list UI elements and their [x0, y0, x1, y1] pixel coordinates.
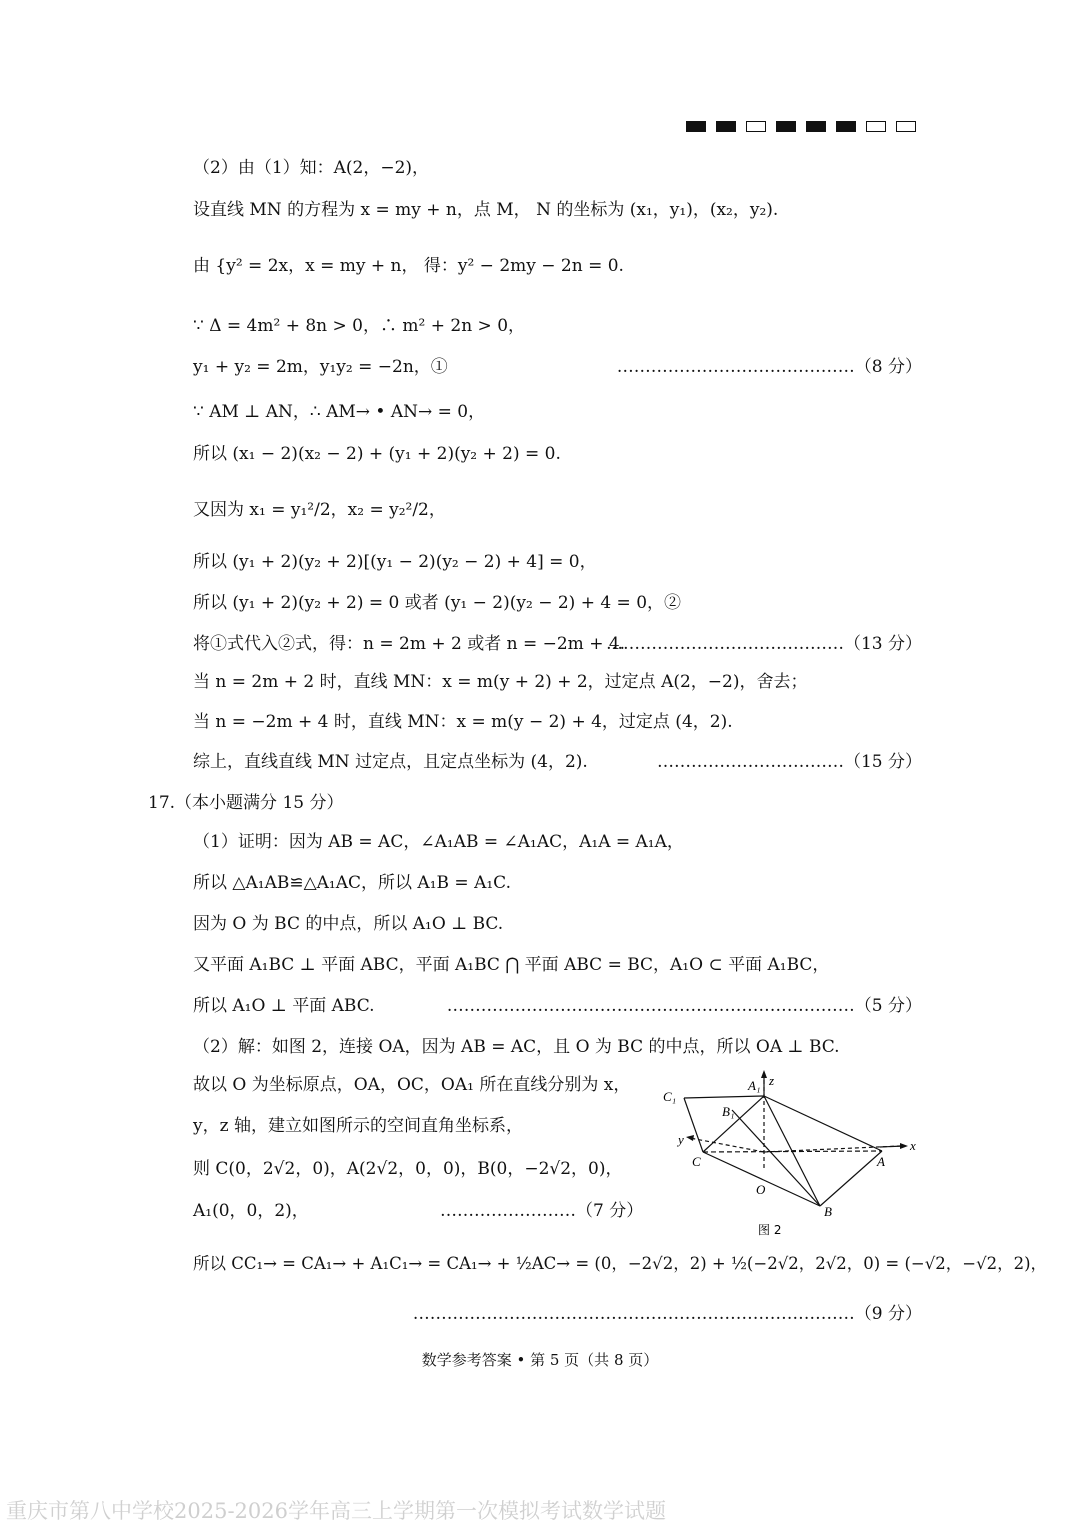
edge-c-b — [703, 1152, 820, 1206]
solution-line: 当 n = 2m + 2 时，直线 MN：x = m(y + 2) + 2，过定点 A(2，−2)，舍去； — [193, 672, 808, 692]
edge-b1-b — [732, 1110, 820, 1206]
label-a: A — [877, 1154, 885, 1169]
solution-line: 故以 O 为坐标原点，OA，OC，OA₁ 所在直线分别为 x， — [193, 1075, 631, 1095]
solution-line: 又因为 x₁ = y₁²/2，x₂ = y₂²/2， — [193, 500, 446, 520]
progress-box — [836, 121, 856, 132]
figure-caption: 图 2 — [758, 1223, 782, 1237]
label-o: O — [756, 1182, 766, 1197]
solution-line: （2）由（1）知：A(2，−2)， — [193, 158, 430, 178]
z-arrow — [761, 1070, 767, 1078]
label-y: y — [678, 1132, 684, 1147]
figure-2-diagram — [660, 1066, 922, 1246]
progress-box — [716, 121, 736, 132]
score-marker: ……………………………………（13 分） — [605, 634, 922, 654]
page-footer: 数学参考答案 • 第 5 页（共 8 页） — [421, 1351, 659, 1369]
equation-system: 由 {y² = 2x，x = my + n， 得：y² − 2my − 2n = 0. — [193, 256, 624, 276]
solution-line: 所以 CC₁→ = CA₁→ + A₁C₁→ = CA₁→ + ½AC→ = (0，−2√2，2) + ½(−2√2，2√2，0) = (−√2，−√2，2)， — [193, 1254, 1048, 1273]
y-arrow — [686, 1135, 694, 1141]
progress-boxes — [686, 121, 916, 132]
label-b1: B₁ — [722, 1104, 735, 1119]
watermark: 重庆市第八中学校2025-2026学年高三上学期第一次模拟考试数学试题 — [6, 1499, 666, 1523]
score-marker: ……………………………………（8 分） — [616, 357, 922, 377]
score-marker: ………………………………………………………………（5 分） — [446, 996, 922, 1016]
x-arrow — [900, 1143, 908, 1149]
score-marker: ……………………（7 分） — [440, 1201, 644, 1221]
solution-line: A₁(0，0，2)， — [193, 1201, 309, 1221]
edge-a1-a — [764, 1096, 882, 1151]
solution-line: 综上，直线直线 MN 过定点，且定点坐标为 (4，2). — [193, 752, 588, 772]
solution-line: （1）证明：因为 AB = AC，∠A₁AB = ∠A₁AC，A₁A = A₁A， — [193, 832, 684, 852]
solution-line: 所以 A₁O ⊥ 平面 ABC. — [193, 996, 375, 1016]
score-marker: ……………………………………………………………………（9 分） — [412, 1304, 922, 1324]
solution-line: ∵ Δ = 4m² + 8n > 0，∴ m² + 2n > 0， — [193, 316, 526, 336]
solution-line: 所以 △A₁AB≌△A₁AC，所以 A₁B = A₁C. — [193, 873, 511, 893]
solution-line: y₁ + y₂ = 2m，y₁y₂ = −2n，① — [193, 357, 448, 377]
progress-box — [686, 121, 706, 132]
solution-line: 所以 (y₁ + 2)(y₂ + 2) = 0 或者 (y₁ − 2)(y₂ − 2) + 4 = 0，② — [193, 593, 682, 613]
score-marker: ……………………………（15 分） — [656, 752, 922, 772]
edge-c1-c — [684, 1098, 703, 1152]
label-x: x — [910, 1138, 916, 1153]
edge-c-a — [703, 1151, 882, 1152]
label-z: z — [769, 1073, 775, 1088]
question-heading: 17.（本小题满分 15 分） — [148, 793, 344, 813]
solution-line: ∵ AM ⊥ AN，∴ AM→ • AN→ = 0， — [193, 402, 486, 422]
label-b: B — [824, 1204, 832, 1219]
edge-a-b — [820, 1151, 882, 1206]
solution-line: 所以 (x₁ − 2)(x₂ − 2) + (y₁ + 2)(y₂ + 2) = 0. — [193, 444, 561, 464]
progress-box — [896, 121, 916, 132]
progress-box — [776, 121, 796, 132]
solution-line: 因为 O 为 BC 的中点，所以 A₁O ⊥ BC. — [193, 914, 504, 934]
label-c1: C₁ — [663, 1089, 677, 1104]
solution-line: 当 n = −2m + 4 时，直线 MN：x = m(y − 2) + 4，过定点 (4，2). — [193, 712, 733, 732]
solution-line: （2）解：如图 2，连接 OA，因为 AB = AC，且 O 为 BC 的中点，所以 OA ⊥ BC. — [193, 1037, 840, 1057]
edge-c1-a1 — [684, 1096, 764, 1098]
solution-line: 则 C(0，2√2，0)，A(2√2，0，0)，B(0，−2√2，0)， — [193, 1159, 623, 1179]
progress-box — [806, 121, 826, 132]
solution-line: 所以 (y₁ + 2)(y₂ + 2)[(y₁ − 2)(y₂ − 2) + 4] = 0， — [193, 552, 597, 572]
label-a1: A₁ — [748, 1078, 761, 1093]
label-c: C — [692, 1154, 701, 1169]
solution-line: 将①式代入②式，得：n = 2m + 2 或者 n = −2m + 4. — [193, 634, 626, 654]
solution-line: 设直线 MN 的方程为 x = my + n，点 M， N 的坐标为 (x₁，y₁)，(x₂，y₂). — [193, 200, 779, 220]
solution-line: y，z 轴，建立如图所示的空间直角坐标系， — [193, 1116, 523, 1136]
solution-line: 又平面 A₁BC ⊥ 平面 ABC，平面 A₁BC ⋂ 平面 ABC = BC，A₁O ⊂ 平面 A₁BC， — [193, 955, 830, 975]
progress-box — [746, 121, 766, 132]
progress-box — [866, 121, 886, 132]
